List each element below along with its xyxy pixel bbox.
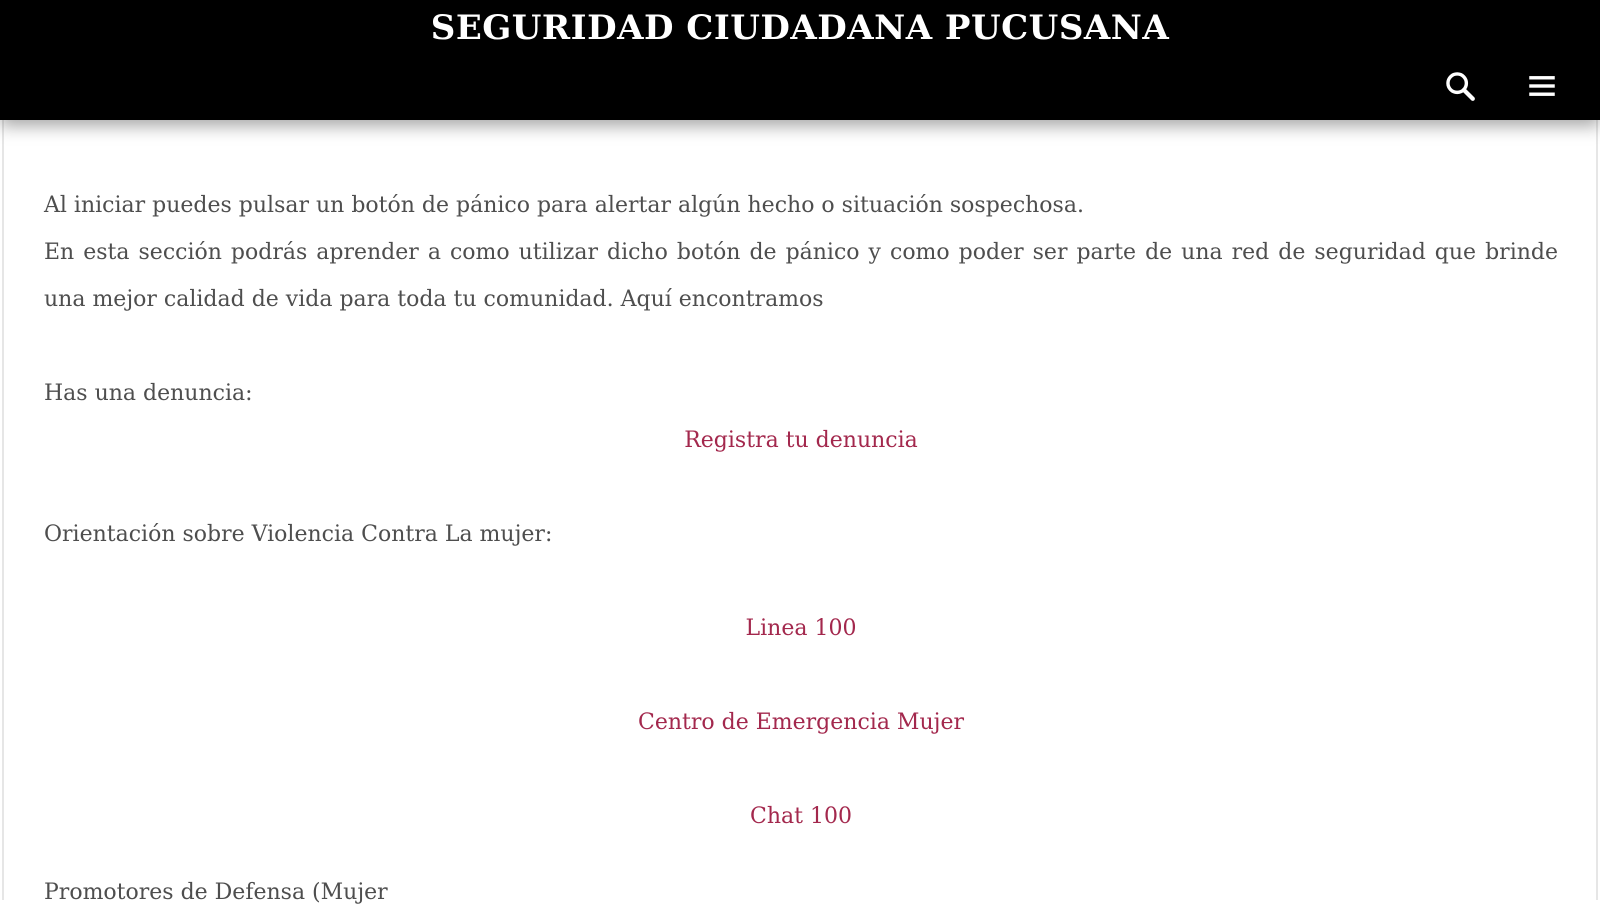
- chat-100-link[interactable]: Chat 100: [750, 804, 852, 829]
- menu-icon[interactable]: [1522, 66, 1562, 106]
- linea-100-row: [44, 605, 1558, 652]
- registra-denuncia-link[interactable]: Registra tu denuncia: [684, 428, 918, 453]
- denuncia-link-row: [44, 417, 1558, 464]
- spacer: [44, 323, 1558, 370]
- article-body: [44, 182, 1558, 905]
- linea-100-link[interactable]: Linea 100: [745, 616, 857, 641]
- menu-icon-svg: [1525, 69, 1559, 103]
- centro-emergencia-row: [44, 699, 1558, 746]
- intro-line-1: Al iniciar puedes pulsar un botón de pánico para alertar algún hecho o situación sospechosa.: [44, 193, 1084, 218]
- site-title: SEGURIDAD CIUDADANA PUCUSANA: [430, 8, 1170, 48]
- header-actions: [1440, 66, 1562, 106]
- app-header: [0, 0, 1600, 120]
- page-content: [2, 120, 1598, 905]
- search-icon-svg: [1443, 69, 1477, 103]
- intro-line-2: En esta sección podrás aprender a como utilizar dicho botón de pánico y como poder ser parte de una red de seguridad que brinde una mejor calidad de vida para toda tu comunidad. Aquí encontramos: [44, 240, 1558, 312]
- centro-emergencia-mujer-link[interactable]: Centro de Emergencia Mujer: [638, 710, 964, 735]
- partial-bottom-text: Promotores de Defensa (Mujer: [44, 880, 388, 905]
- chat-100-row: [44, 793, 1558, 840]
- spacer: [44, 746, 1558, 793]
- spacer: [44, 558, 1558, 605]
- violencia-label: Orientación sobre Violencia Contra La mujer:: [44, 522, 553, 547]
- denuncia-label: Has una denuncia:: [44, 381, 253, 406]
- search-icon[interactable]: [1440, 66, 1480, 106]
- spacer: [44, 652, 1558, 699]
- spacer: [44, 464, 1558, 511]
